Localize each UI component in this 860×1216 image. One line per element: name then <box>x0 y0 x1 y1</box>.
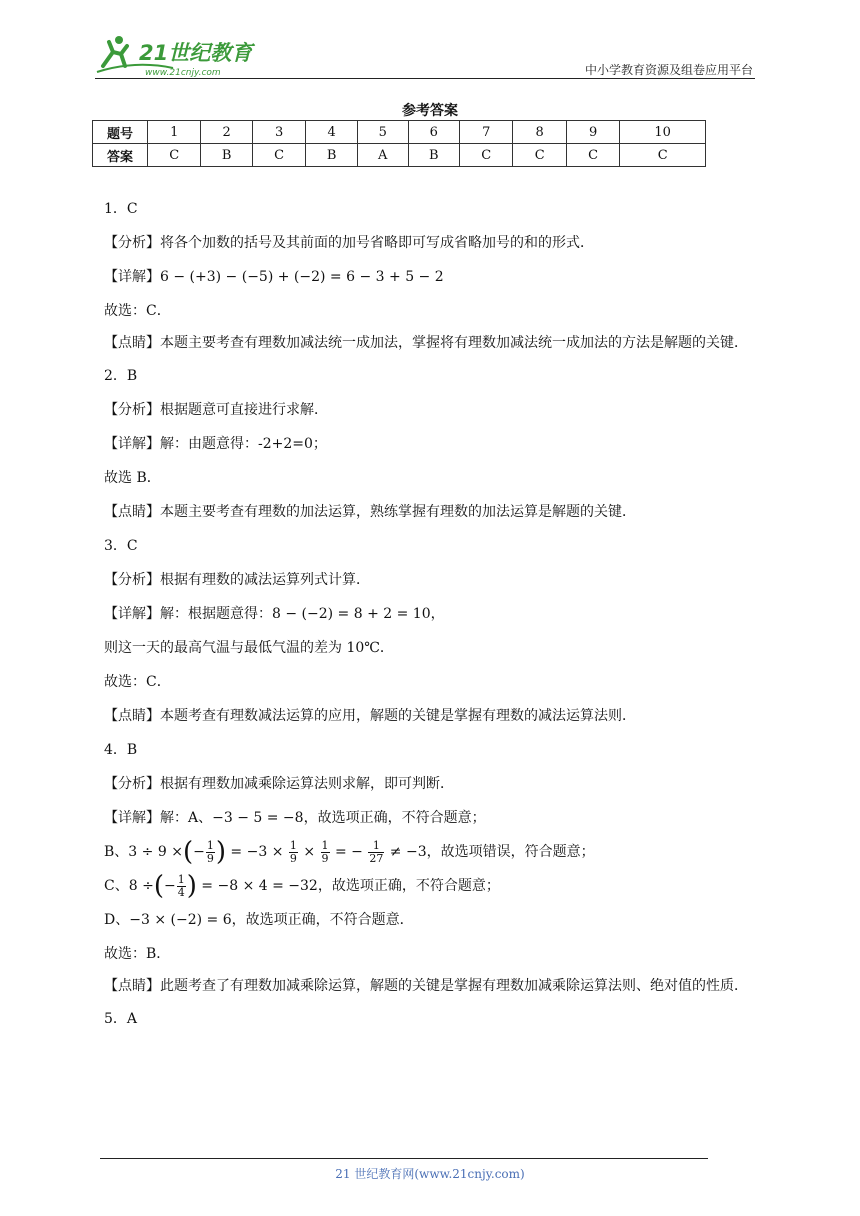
header-cell-number: 题号 <box>93 121 148 144</box>
number-cell: 2 <box>201 121 253 144</box>
q1-analysis: 【分析】将各个加数的括号及其前面的加号省略即可写成省略加号的和的形式． <box>104 235 594 251</box>
q2-comment: 【点睛】本题主要考查有理数的加法运算，熟练掌握有理数的加法运算是解题的关键． <box>104 504 636 520</box>
number-cell: 7 <box>460 121 513 144</box>
q1-detail <box>104 260 772 294</box>
q4-comment: 【点睛】此题考查了有理数加减乘除运算，解题的关键是掌握有理数加减乘除运算法则、绝对值的性质． <box>104 978 748 994</box>
q3-detail-suffix: ， <box>430 606 445 622</box>
logo-url: www.21cnjy.com <box>145 68 221 78</box>
q1-detail-label: 【详解】 <box>104 269 160 285</box>
q2-number: 2．B <box>104 368 138 384</box>
q4-b-label: B、 <box>104 844 129 860</box>
q4-d-text: ，故选项正确，不符合题意． <box>231 912 414 928</box>
header-cell-answer: 答案 <box>93 144 148 167</box>
footer-text: 21 世纪教育网(www.21cnjy.com) <box>335 1167 525 1181</box>
q3-detail-math: 8 − (−2) = 8 + 2 = 10 <box>272 606 431 622</box>
q4-c-label: C、 <box>104 878 129 894</box>
q4-detail-b <box>104 835 772 869</box>
solutions-body <box>104 192 772 1036</box>
q3-choice: 故选：C． <box>104 674 171 690</box>
table-row-answers <box>93 144 706 167</box>
number-cell: 10 <box>620 121 706 144</box>
q3-detail-prefix: 【详解】解：根据题意得： <box>104 606 272 622</box>
number-cell: 6 <box>408 121 460 144</box>
platform-name: 中小学教育资源及组卷应用平台 <box>584 63 753 77</box>
header-divider <box>95 78 755 79</box>
answer-cell: B <box>306 144 358 167</box>
q4-detail-a <box>104 801 772 835</box>
q4-d-label: D、 <box>104 912 130 928</box>
q4-choice: 故选：B． <box>104 946 171 962</box>
answer-cell: A <box>357 144 408 167</box>
q3-number: 3．C <box>104 538 138 554</box>
q4-c-math: 8 ÷(− $\frac{1}{4}$ ) = −8 × 4 = −32 <box>128 871 318 901</box>
number-cell: 5 <box>357 121 408 144</box>
q5-number: 5．A <box>104 1011 138 1027</box>
q3-result: 则这一天的最高气温与最低气温的差为 10℃． <box>104 640 394 656</box>
answer-cell: C <box>148 144 201 167</box>
logo-text: 21世纪教育 <box>139 41 253 65</box>
answer-key-title: 参考答案 <box>402 103 458 119</box>
number-cell: 1 <box>148 121 201 144</box>
q3-detail <box>104 597 772 631</box>
answer-cell: B <box>408 144 460 167</box>
number-cell: 4 <box>306 121 358 144</box>
q3-comment: 【点睛】本题考查有理数减法运算的应用，解题的关键是掌握有理数的减法运算法则． <box>104 708 636 724</box>
answer-cell: C <box>566 144 619 167</box>
answer-key-table <box>92 120 706 167</box>
number-cell: 8 <box>513 121 566 144</box>
q1-detail-math: 6 − (+3) − (−5) + (−2) = 6 − 3 + 5 − 2 <box>160 269 444 285</box>
q4-a-text: ，故选项正确，不符合题意； <box>303 810 486 826</box>
logo-21cnjy <box>95 32 265 78</box>
answer-cell: C <box>252 144 305 167</box>
page-header <box>95 30 755 78</box>
answer-cell: C <box>460 144 513 167</box>
q4-number: 4．B <box>104 742 138 758</box>
q4-detail-c <box>104 869 772 903</box>
q4-detail-prefix: 【详解】解：A、 <box>104 810 213 826</box>
q4-detail-d <box>104 903 772 937</box>
q3-analysis: 【分析】根据有理数的减法运算列式计算． <box>104 572 370 588</box>
q1-choice: 故选：C． <box>104 303 171 319</box>
q1-number: 1．C <box>104 201 138 217</box>
q1-comment: 【点睛】本题主要考查有理数加减法统一成加法，掌握将有理数加减法统一成加法的方法是解题的关键． <box>104 335 748 351</box>
q4-analysis: 【分析】根据有理数加减乘除运算法则求解，即可判断． <box>104 776 454 792</box>
q2-analysis: 【分析】根据题意可直接进行求解． <box>104 402 328 418</box>
number-cell: 3 <box>252 121 305 144</box>
q2-choice: 故选 B． <box>104 470 161 486</box>
q2-detail: 【详解】解：由题意得：-2+2=0； <box>104 436 327 452</box>
table-row-numbers <box>93 121 706 144</box>
q4-b-math: 3 ÷ 9 ×(− $\frac{1}{9}$ ) = −3 × $\frac{1}{9}$ × $\frac{1}{9}$ = − $\frac{1}{27}$ ≠ −3 <box>128 837 427 867</box>
q4-a-math: −3 − 5 = −8 <box>212 810 304 826</box>
footer-divider <box>100 1158 708 1159</box>
answer-cell: C <box>620 144 706 167</box>
q4-b-text: ，故选项错误，符合题意； <box>426 844 595 860</box>
answer-cell: B <box>201 144 253 167</box>
number-cell: 9 <box>566 121 619 144</box>
answer-cell: C <box>513 144 566 167</box>
q4-d-math: −3 × (−2) = 6 <box>129 912 232 928</box>
q4-c-text: ，故选项正确，不符合题意； <box>317 878 500 894</box>
